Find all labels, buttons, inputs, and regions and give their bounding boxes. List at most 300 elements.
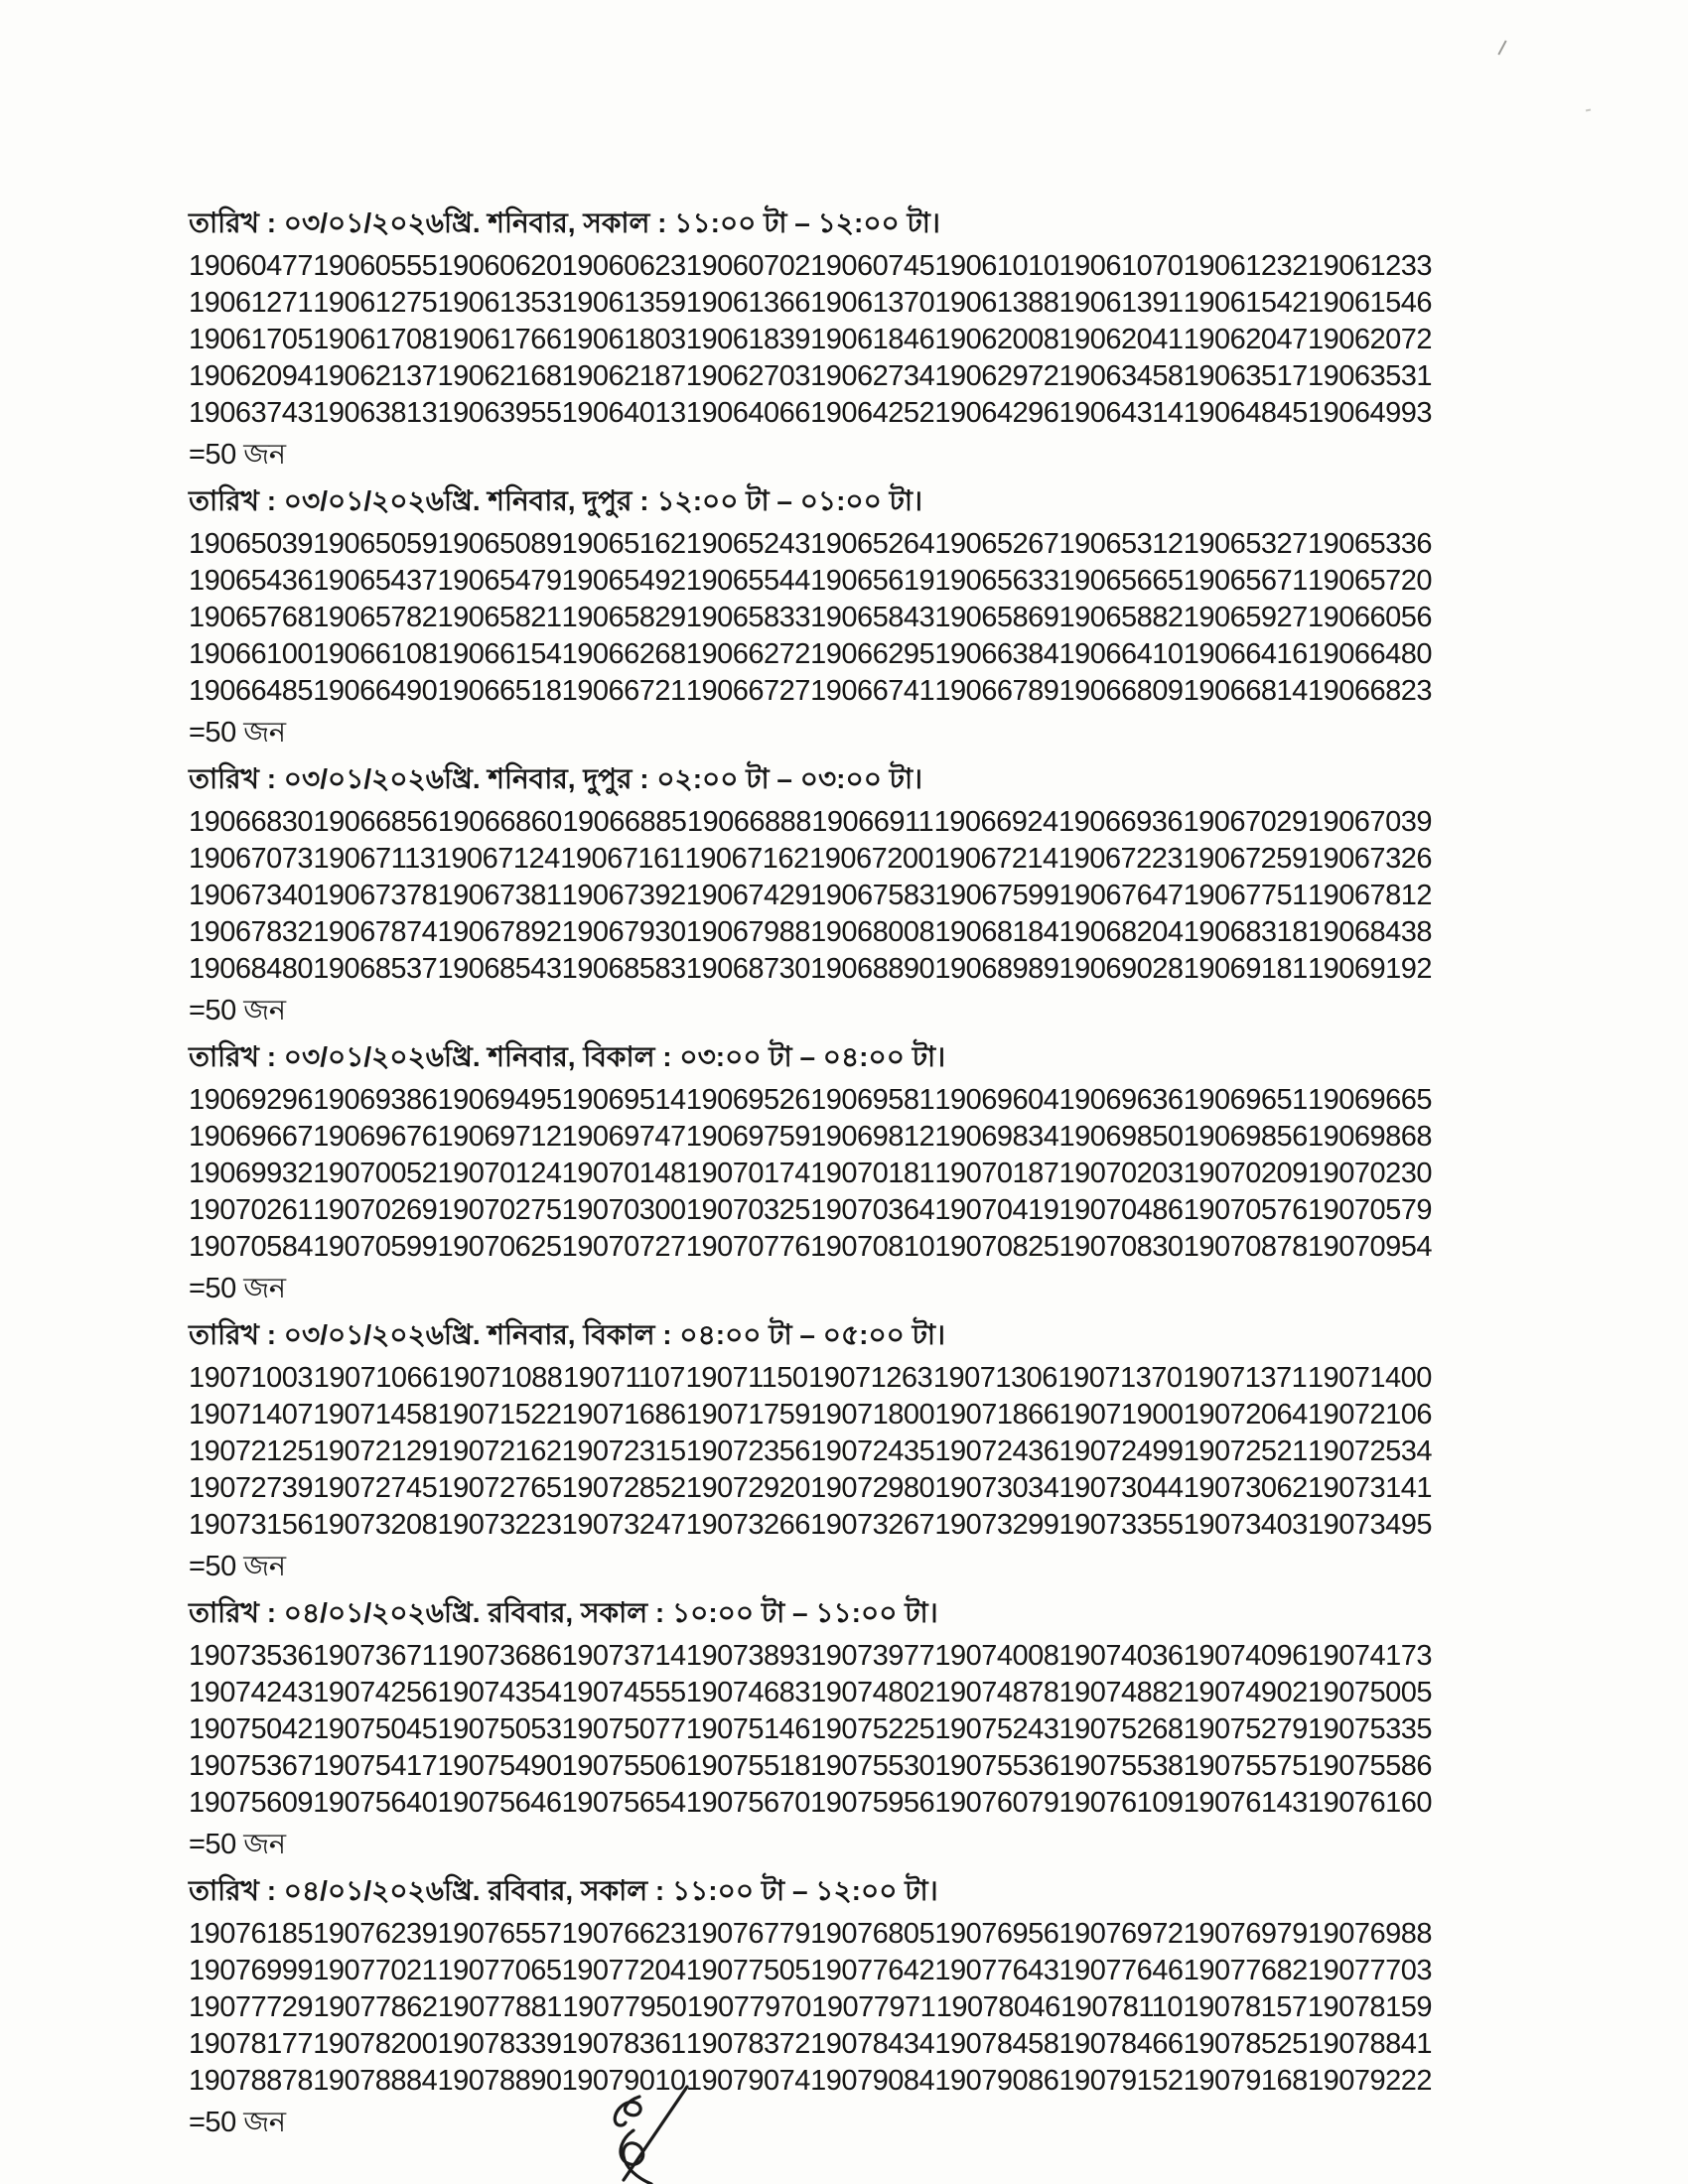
roll-number: 19075225 — [810, 1713, 935, 1745]
roll-number: 19070364 — [810, 1194, 935, 1226]
roll-number: 19069712 — [437, 1121, 562, 1153]
roll-number: 19065312 — [1058, 528, 1184, 560]
roll-number: 19070325 — [685, 1194, 810, 1226]
roll-number: 19070727 — [561, 1231, 686, 1263]
roll-number: 19064066 — [685, 397, 810, 429]
roll-number: 19075053 — [437, 1713, 562, 1745]
roll-number: 19066518 — [437, 675, 562, 707]
roll-number: 19069667 — [189, 1121, 314, 1153]
roll-number: 19072129 — [313, 1435, 438, 1467]
roll-number: 19067200 — [809, 843, 934, 875]
roll-number: 19073977 — [810, 1640, 935, 1672]
roll-number: 19067429 — [685, 880, 810, 911]
roll-number: 19075005 — [1307, 1677, 1432, 1708]
roll-number: 19069834 — [934, 1121, 1059, 1153]
roll-number: 19070579 — [1307, 1194, 1432, 1226]
roll-number: 19070148 — [561, 1158, 686, 1189]
roll-number: 19063743 — [189, 397, 314, 429]
roll-number: 19078878 — [189, 2065, 314, 2097]
roll-number: 19065267 — [934, 528, 1059, 560]
roll-number: 19061275 — [313, 287, 438, 319]
roll-number-row — [189, 358, 1432, 395]
roll-number: 19074555 — [561, 1677, 686, 1708]
roll-number: 19074354 — [437, 1677, 562, 1708]
roll-number: 19072315 — [561, 1435, 686, 1467]
roll-number: 19077021 — [313, 1955, 438, 1986]
roll-number: 19073266 — [685, 1509, 810, 1541]
roll-number: 19069932 — [189, 1158, 314, 1189]
roll-number: 19067162 — [684, 843, 809, 875]
roll-number-row — [189, 1397, 1432, 1433]
roll-number: 19066888 — [686, 806, 811, 838]
roll-number: 19061353 — [437, 287, 562, 319]
roll-number: 19061839 — [685, 324, 810, 355]
roll-number: 19066154 — [437, 638, 562, 670]
roll-number: 19068480 — [189, 953, 314, 985]
roll-number: 19061271 — [189, 287, 314, 319]
roll-number: 19078890 — [437, 2065, 562, 2097]
roll-number: 19061546 — [1307, 287, 1432, 319]
roll-number: 19071088 — [438, 1362, 563, 1394]
count-label: =50 জন — [189, 1829, 286, 1860]
roll-number: 19061070 — [1058, 250, 1184, 282]
schedule-section — [189, 484, 1432, 749]
roll-number: 19075654 — [561, 1787, 686, 1819]
roll-number: 19069028 — [1058, 953, 1184, 985]
roll-number: 19065782 — [313, 602, 438, 633]
roll-number: 19078884 — [313, 2065, 438, 2097]
roll-number: 19061705 — [189, 324, 314, 355]
roll-number-row — [189, 1360, 1432, 1397]
roll-number: 19069651 — [1183, 1084, 1308, 1116]
roll-number: 19068890 — [810, 953, 935, 985]
roll-number: 19065059 — [313, 528, 438, 560]
roll-number-rows — [189, 248, 1432, 432]
roll-number: 19066416 — [1183, 638, 1308, 670]
roll-number: 19061359 — [561, 287, 686, 319]
roll-number: 19070174 — [685, 1158, 810, 1189]
roll-number: 19075956 — [810, 1787, 935, 1819]
roll-number: 19074096 — [1183, 1640, 1308, 1672]
roll-number: 19067988 — [685, 916, 810, 948]
roll-number: 19077643 — [934, 1955, 1059, 1986]
roll-number: 19069856 — [1183, 1121, 1308, 1153]
roll-number: 19068543 — [437, 953, 562, 985]
roll-number: 19071371 — [1183, 1362, 1308, 1394]
roll-number: 19075367 — [189, 1750, 314, 1782]
roll-number: 19075609 — [189, 1787, 314, 1819]
roll-number-rows — [189, 1638, 1432, 1822]
roll-number-row — [189, 673, 1432, 710]
roll-number: 19068204 — [1058, 916, 1184, 948]
roll-number: 19064993 — [1307, 397, 1432, 429]
roll-number: 19065720 — [1307, 565, 1432, 597]
roll-number: 19061370 — [810, 287, 935, 319]
roll-number: 19067930 — [561, 916, 686, 948]
roll-number: 19072106 — [1307, 1399, 1432, 1431]
roll-number: 19075243 — [934, 1713, 1059, 1745]
roll-number: 19067340 — [189, 880, 314, 911]
roll-number: 19075077 — [561, 1713, 686, 1745]
roll-number: 19074802 — [810, 1677, 935, 1708]
roll-number: 19071407 — [189, 1399, 314, 1431]
roll-number: 19068008 — [810, 916, 935, 948]
roll-number: 19076079 — [934, 1787, 1059, 1819]
roll-number: 19069676 — [313, 1121, 438, 1153]
roll-number: 19063517 — [1183, 360, 1308, 392]
roll-number: 19065479 — [437, 565, 562, 597]
roll-number-row — [189, 1507, 1432, 1544]
roll-number: 19069759 — [685, 1121, 810, 1153]
count-label: =50 জন — [189, 1273, 286, 1304]
roll-number: 19076779 — [685, 1918, 810, 1950]
roll-number: 19078046 — [935, 1991, 1060, 2023]
roll-number: 19062734 — [810, 360, 935, 392]
roll-number: 19067647 — [1058, 880, 1184, 911]
roll-number: 19078466 — [1058, 2028, 1184, 2060]
roll-number: 19065927 — [1183, 602, 1308, 633]
roll-number: 19070830 — [1058, 1231, 1184, 1263]
roll-number: 19073062 — [1183, 1472, 1308, 1504]
roll-number: 19064296 — [934, 397, 1059, 429]
roll-number: 19062008 — [934, 324, 1059, 355]
roll-number: 19072521 — [1183, 1435, 1308, 1467]
roll-number: 19075045 — [313, 1713, 438, 1745]
roll-number: 19068730 — [685, 953, 810, 985]
roll-number: 19071458 — [313, 1399, 438, 1431]
roll-number: 19067599 — [934, 880, 1059, 911]
roll-number: 19078434 — [810, 2028, 935, 2060]
roll-number: 19061388 — [934, 287, 1059, 319]
roll-number: 19075646 — [437, 1787, 562, 1819]
roll-number: 19062972 — [934, 360, 1059, 392]
roll-number: 19078200 — [313, 2028, 438, 2060]
scan-artifact-mark — [1497, 40, 1506, 55]
roll-number: 19067073 — [189, 843, 314, 875]
roll-number-row — [189, 1953, 1432, 1989]
roll-number: 19076972 — [1058, 1918, 1184, 1950]
roll-number: 19069812 — [810, 1121, 935, 1153]
roll-number: 19074243 — [189, 1677, 314, 1708]
roll-number: 19068537 — [313, 953, 438, 985]
roll-number-row — [189, 1638, 1432, 1675]
roll-number: 19074256 — [313, 1677, 438, 1708]
roll-number: 19074878 — [934, 1677, 1059, 1708]
roll-number-row — [189, 322, 1432, 358]
roll-number: 19065619 — [810, 565, 935, 597]
roll-number: 19061542 — [1183, 287, 1308, 319]
roll-number-rows — [189, 1082, 1432, 1266]
roll-number: 19073208 — [313, 1509, 438, 1541]
roll-number: 19071370 — [1057, 1362, 1183, 1394]
roll-number: 19066485 — [189, 675, 314, 707]
roll-number: 19070052 — [313, 1158, 438, 1189]
roll-number: 19069181 — [1183, 953, 1308, 985]
roll-number: 19067874 — [313, 916, 438, 948]
roll-number: 19072162 — [437, 1435, 562, 1467]
page-content — [189, 206, 1432, 2152]
roll-number: 19065843 — [810, 602, 935, 633]
roll-number: 19069604 — [934, 1084, 1059, 1116]
roll-number: 19071003 — [189, 1362, 314, 1394]
roll-number: 19062703 — [685, 360, 810, 392]
roll-number: 19076623 — [561, 1918, 686, 1950]
roll-number: 19070486 — [1058, 1194, 1184, 1226]
roll-number: 19069850 — [1058, 1121, 1184, 1153]
roll-number: 19065336 — [1307, 528, 1432, 560]
roll-number: 19071686 — [561, 1399, 686, 1431]
roll-number: 19065665 — [1058, 565, 1184, 597]
roll-number: 19067124 — [435, 843, 560, 875]
roll-number: 19077881 — [437, 1991, 562, 2023]
roll-number: 19066272 — [685, 638, 810, 670]
roll-number: 19073686 — [437, 1640, 562, 1672]
roll-number: 19072739 — [189, 1472, 314, 1504]
roll-number: 19066384 — [934, 638, 1059, 670]
roll-number: 19066823 — [1307, 675, 1432, 707]
roll-number: 19067892 — [437, 916, 562, 948]
roll-number: 19062168 — [437, 360, 562, 392]
roll-number: 19068989 — [934, 953, 1059, 985]
roll-number: 19067381 — [437, 880, 562, 911]
roll-number: 19066721 — [561, 675, 686, 707]
roll-number: 19077862 — [313, 1991, 438, 2023]
roll-number-rows — [189, 1916, 1432, 2100]
roll-number: 19066856 — [313, 806, 438, 838]
roll-number: 19068184 — [934, 916, 1059, 948]
roll-number: 19079084 — [810, 2065, 935, 2097]
roll-number: 19073495 — [1307, 1509, 1432, 1541]
schedule-section — [189, 762, 1432, 1026]
roll-number: 19062041 — [1058, 324, 1184, 355]
roll-number: 19076185 — [189, 1918, 314, 1950]
roll-number: 19067039 — [1307, 806, 1432, 838]
roll-number-row — [189, 1119, 1432, 1156]
roll-number: 19078372 — [685, 2028, 810, 2060]
roll-number: 19070776 — [685, 1231, 810, 1263]
roll-number: 19071066 — [313, 1362, 438, 1394]
roll-number: 19061846 — [810, 324, 935, 355]
roll-number: 19075575 — [1183, 1750, 1308, 1782]
roll-number: 19060620 — [437, 250, 562, 282]
roll-number: 19078177 — [189, 2028, 314, 2060]
roll-number: 19075146 — [685, 1713, 810, 1745]
roll-number: 19070230 — [1307, 1158, 1432, 1189]
roll-number: 19071800 — [810, 1399, 935, 1431]
roll-number: 19074683 — [685, 1677, 810, 1708]
roll-number: 19066814 — [1183, 675, 1308, 707]
roll-number: 19072745 — [313, 1472, 438, 1504]
roll-number: 19067113 — [313, 843, 436, 875]
roll-number: 19078110 — [1060, 1991, 1184, 2023]
roll-number: 19061803 — [561, 324, 686, 355]
roll-number: 19062137 — [313, 360, 438, 392]
roll-number: 19060623 — [561, 250, 686, 282]
roll-number: 19075518 — [685, 1750, 810, 1782]
roll-number: 19065882 — [1058, 602, 1184, 633]
roll-number: 19066268 — [561, 638, 686, 670]
roll-number: 19077682 — [1183, 1955, 1308, 1986]
roll-number: 19076160 — [1307, 1787, 1432, 1819]
roll-number-row — [189, 2026, 1432, 2063]
roll-number: 19070576 — [1183, 1194, 1308, 1226]
roll-number: 19071522 — [437, 1399, 562, 1431]
section-date-header: তারিখ : ০৩/০১/২০২৬খ্রি. শনিবার, বিকাল : ০৪:০০ টা – ০৫:০০ টা। — [189, 1319, 946, 1350]
roll-number: 19067161 — [560, 843, 685, 875]
section-date-header: তারিখ : ০৪/০১/২০২৬খ্রি. রবিবার, সকাল : ১১:০০ টা – ১২:০০ টা। — [189, 1875, 938, 1906]
roll-number: 19072064 — [1183, 1399, 1308, 1431]
roll-number: 19079074 — [685, 2065, 810, 2097]
scan-artifact-speck — [1586, 109, 1591, 112]
roll-number: 19065492 — [561, 565, 686, 597]
roll-number: 19066056 — [1307, 602, 1432, 633]
roll-number: 19072765 — [437, 1472, 562, 1504]
roll-number-row — [189, 1785, 1432, 1822]
roll-number: 19065327 — [1183, 528, 1308, 560]
roll-number: 19073267 — [810, 1509, 935, 1541]
roll-number: 19065437 — [313, 565, 438, 597]
roll-number: 19067378 — [313, 880, 438, 911]
roll-number: 19070825 — [934, 1231, 1059, 1263]
roll-number: 19071900 — [1058, 1399, 1184, 1431]
roll-number: 19066108 — [313, 638, 438, 670]
schedule-section — [189, 1874, 1432, 2138]
roll-number: 19062094 — [189, 360, 314, 392]
roll-number: 19075506 — [561, 1750, 686, 1782]
roll-number: 19070269 — [313, 1194, 438, 1226]
roll-number-row — [189, 1989, 1432, 2026]
roll-number: 19066490 — [313, 675, 438, 707]
roll-number: 19066480 — [1307, 638, 1432, 670]
roll-number: 19078361 — [561, 2028, 686, 2060]
roll-number: 19072436 — [934, 1435, 1059, 1467]
roll-number: 19075268 — [1058, 1713, 1184, 1745]
roll-number: 19065162 — [561, 528, 686, 560]
section-date-header: তারিখ : ০৩/০১/২০২৬খ্রি. শনিবার, দুপুর : ০২:০০ টা – ০৩:০০ টা। — [189, 763, 923, 794]
roll-number: 19079152 — [1058, 2065, 1184, 2097]
section-date-header: তারিখ : ০৩/০১/২০২৬খ্রি. শনিবার, দুপুর : ১২:০০ টা – ০১:০০ টা। — [189, 485, 922, 516]
roll-number: 19070124 — [437, 1158, 562, 1189]
roll-number: 19067812 — [1307, 880, 1432, 911]
roll-number: 19075538 — [1058, 1750, 1184, 1782]
roll-number: 19070878 — [1183, 1231, 1308, 1263]
roll-number: 19073141 — [1307, 1472, 1432, 1504]
roll-number: 19061010 — [934, 250, 1059, 282]
roll-number: 19066295 — [810, 638, 935, 670]
roll-number: 19076999 — [189, 1955, 314, 1986]
roll-number: 19072125 — [189, 1435, 314, 1467]
schedule-section — [189, 1596, 1432, 1860]
roll-number: 19064845 — [1183, 397, 1308, 429]
roll-number-row — [189, 951, 1432, 988]
roll-number-row — [189, 1082, 1432, 1119]
roll-number: 19067029 — [1183, 806, 1308, 838]
roll-number: 19073044 — [1058, 1472, 1184, 1504]
roll-number: 19063955 — [437, 397, 562, 429]
roll-number: 19077505 — [685, 1955, 810, 1986]
roll-number: 19067751 — [1183, 880, 1308, 911]
roll-number-row — [189, 1675, 1432, 1711]
roll-number: 19065821 — [437, 602, 562, 633]
roll-number: 19067583 — [810, 880, 935, 911]
roll-number: 19071400 — [1307, 1362, 1432, 1394]
section-date-header: তারিখ : ০৩/০১/২০২৬খ্রি. শনিবার, বিকাল : ০৩:০০ টা – ০৪:০০ টা। — [189, 1041, 946, 1072]
roll-number: 19061391 — [1058, 287, 1184, 319]
roll-number: 19061233 — [1307, 250, 1432, 282]
roll-number: 19075640 — [313, 1787, 438, 1819]
roll-number: 19079010 — [561, 2065, 686, 2097]
roll-number-row — [189, 1229, 1432, 1266]
schedule-section — [189, 1040, 1432, 1304]
roll-number: 19063458 — [1058, 360, 1184, 392]
roll-number: 19072499 — [1058, 1435, 1184, 1467]
roll-number-rows — [189, 1360, 1432, 1544]
roll-number: 19065243 — [685, 528, 810, 560]
roll-number: 19068438 — [1307, 916, 1432, 948]
roll-number: 19062072 — [1307, 324, 1432, 355]
roll-number: 19066727 — [685, 675, 810, 707]
roll-number: 19072356 — [685, 1435, 810, 1467]
roll-number-row — [189, 878, 1432, 914]
roll-number-row — [189, 285, 1432, 322]
roll-number: 19076143 — [1183, 1787, 1308, 1819]
schedule-section — [189, 1318, 1432, 1582]
roll-number: 19073355 — [1058, 1509, 1184, 1541]
roll-number: 19065264 — [810, 528, 935, 560]
roll-number: 19069386 — [313, 1084, 438, 1116]
roll-number: 19069495 — [437, 1084, 562, 1116]
roll-number: 19076805 — [810, 1918, 935, 1950]
roll-number: 19070599 — [313, 1231, 438, 1263]
roll-number-row — [189, 395, 1432, 432]
roll-number: 19066830 — [189, 806, 314, 838]
roll-number-row — [189, 1156, 1432, 1192]
roll-number: 19066924 — [933, 806, 1058, 838]
roll-number: 19075335 — [1307, 1713, 1432, 1745]
roll-number: 19078159 — [1307, 1991, 1432, 2023]
count-label: =50 জন — [189, 439, 286, 471]
roll-number: 19075042 — [189, 1713, 314, 1745]
section-date-header: তারিখ : ০৩/০১/২০২৬খ্রি. শনিবার, সকাল : ১১:০০ টা – ১২:০০ টা। — [189, 207, 940, 238]
roll-number-row — [189, 248, 1432, 285]
roll-number: 19065633 — [934, 565, 1059, 597]
count-label: =50 জন — [189, 2107, 286, 2138]
roll-number: 19073247 — [561, 1509, 686, 1541]
roll-number: 19074882 — [1058, 1677, 1184, 1708]
roll-number: 19075670 — [685, 1787, 810, 1819]
roll-number: 19078157 — [1183, 1991, 1308, 2023]
roll-number-rows — [189, 526, 1432, 710]
roll-number: 19066936 — [1058, 806, 1184, 838]
roll-number: 19073223 — [437, 1509, 562, 1541]
roll-number: 19064252 — [810, 397, 935, 429]
roll-number: 19076109 — [1058, 1787, 1184, 1819]
roll-number: 19074902 — [1183, 1677, 1308, 1708]
roll-number: 19075586 — [1307, 1750, 1432, 1782]
roll-number: 19073893 — [685, 1640, 810, 1672]
roll-number: 19075279 — [1183, 1713, 1308, 1745]
roll-number-row — [189, 804, 1432, 841]
roll-number: 19067392 — [561, 880, 686, 911]
roll-number: 19066885 — [562, 806, 687, 838]
roll-number: 19067832 — [189, 916, 314, 948]
roll-number: 19077204 — [561, 1955, 686, 1986]
roll-number: 19072980 — [810, 1472, 935, 1504]
roll-number: 19065671 — [1183, 565, 1308, 597]
roll-number: 19060745 — [810, 250, 935, 282]
roll-number: 19065039 — [189, 528, 314, 560]
roll-number: 19061366 — [685, 287, 810, 319]
